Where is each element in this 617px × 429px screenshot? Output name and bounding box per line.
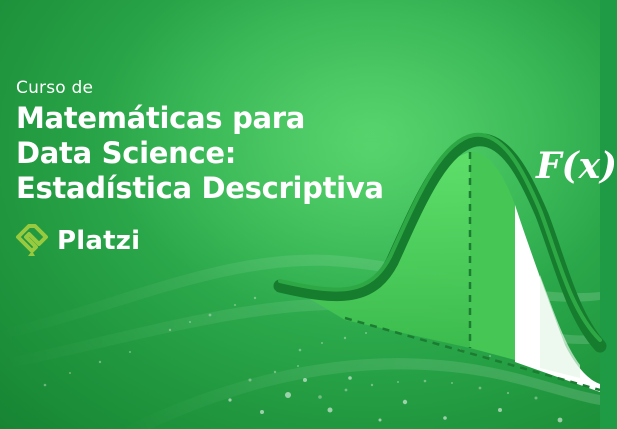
course-title <box>16 101 436 206</box>
platzi-brand <box>15 221 140 261</box>
formula-label: F(x) <box>536 145 617 187</box>
course-title-line: Estadística Descriptiva <box>16 171 384 205</box>
platzi-wordmark: Platzi <box>57 226 141 256</box>
course-title-line: Matemáticas para <box>16 101 306 135</box>
course-title-line: Data Science: <box>16 136 237 170</box>
course-kicker: Curso de <box>16 78 94 98</box>
platzi-logo-icon <box>15 223 49 259</box>
